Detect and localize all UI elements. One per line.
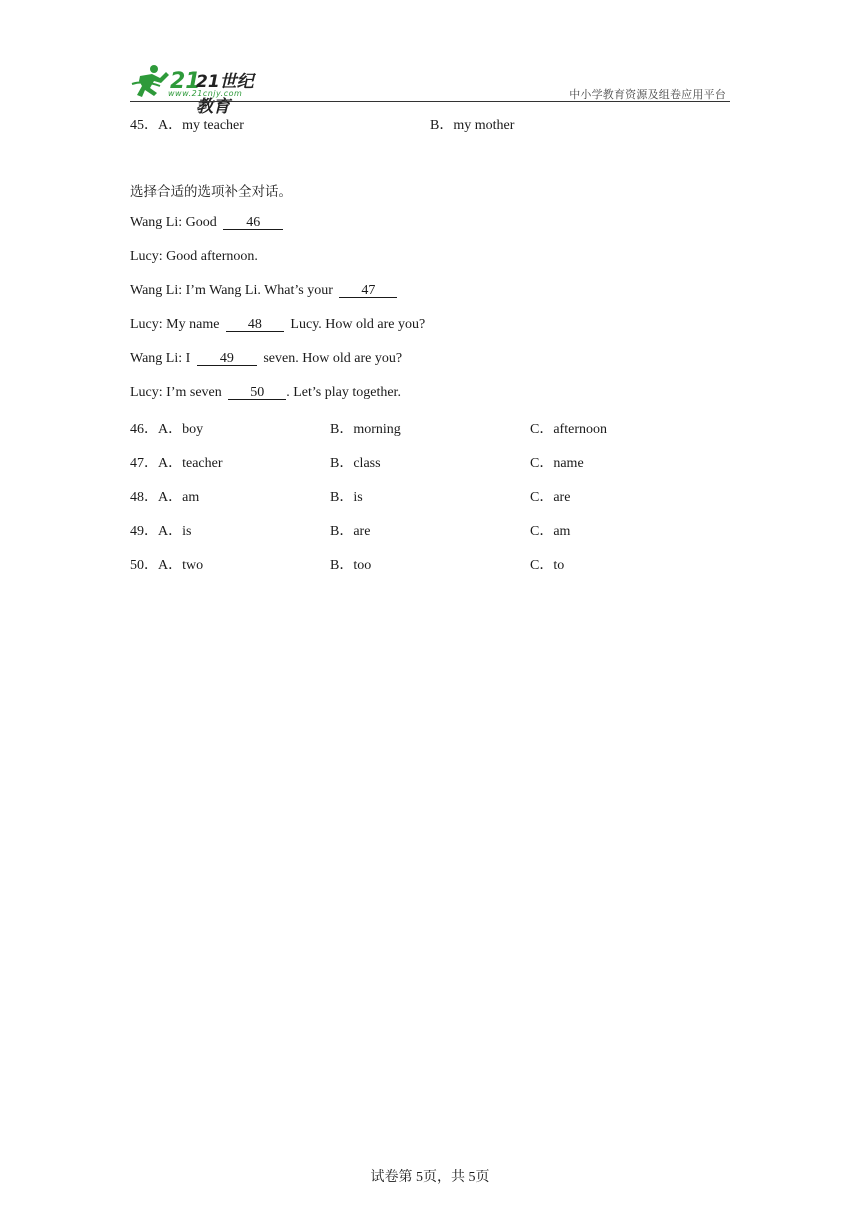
blank-47: 47: [339, 284, 397, 298]
page-footer: 试卷第 5页，共 5页: [370, 1170, 490, 1185]
question-number: 45．: [130, 118, 158, 133]
option-a: A．am: [158, 490, 200, 505]
option-b: B．class: [330, 456, 381, 471]
dialogue-line-1: [130, 215, 286, 231]
question-number: 46．: [130, 422, 158, 437]
header-platform-text: 中小学教育资源及组卷应用平台: [569, 88, 726, 101]
svg-text:21: 21: [170, 69, 201, 94]
question-row: [130, 418, 203, 438]
question-number: 49．: [130, 524, 158, 539]
option-b: B．morning: [330, 422, 401, 437]
dialogue-text: seven. How old are you?: [263, 351, 403, 366]
q45-row: [130, 114, 244, 134]
question-row: [130, 486, 199, 506]
option-a: A．teacher: [158, 456, 223, 471]
page-header: [130, 62, 730, 117]
blank-46: 46: [223, 216, 283, 230]
option-a: A．two: [158, 558, 204, 573]
option-c: C．name: [530, 456, 584, 471]
option-b: B．my mother: [430, 118, 515, 133]
option-a: A．boy: [158, 422, 204, 437]
question-number: 50．: [130, 558, 158, 573]
option-a: A．my teacher: [158, 118, 244, 133]
question-row: [130, 452, 223, 472]
option-b: B．too: [330, 558, 372, 573]
blank-49: 49: [197, 352, 257, 366]
blank-50: 50: [228, 386, 286, 400]
dialogue-text: Lucy: I’m seven: [130, 385, 222, 400]
dialogue-text: Wang Li: Good: [130, 215, 217, 230]
option-b: B．are: [330, 524, 371, 539]
question-number: 48．: [130, 490, 158, 505]
dialogue-text: Lucy. How old are you?: [290, 317, 426, 332]
q45-option-b: [430, 114, 514, 134]
option-c: C．are: [530, 490, 571, 505]
option-a: A．is: [158, 524, 192, 539]
dialogue-line-4: [130, 317, 425, 333]
option-c: C．am: [530, 524, 571, 539]
option-c: C．afternoon: [530, 422, 607, 437]
logo-url-text: www.21cnjy.com: [168, 89, 243, 98]
question-row: [130, 520, 191, 540]
section-instruction: 选择合适的选项补全对话。: [130, 184, 292, 200]
logo-brand-text: 21世纪教育: [196, 72, 254, 117]
dialogue-text: Wang Li: I: [130, 351, 191, 366]
dialogue-line-6: [130, 385, 401, 401]
option-c: C．to: [530, 558, 565, 573]
dialogue-line-2: Lucy: Good afternoon.: [130, 249, 258, 264]
dialogue-text: Lucy: My name: [130, 317, 220, 332]
question-row: [130, 554, 203, 574]
dialogue-line-3: [130, 283, 400, 299]
header-rule: [130, 101, 730, 102]
dialogue-text: . Let’s play together.: [286, 385, 401, 400]
dialogue-line-5: [130, 351, 402, 367]
dialogue-text: Wang Li: I’m Wang Li. What’s your: [130, 283, 333, 298]
question-number: 47．: [130, 456, 158, 471]
option-b: B．is: [330, 490, 363, 505]
brand-logo: [130, 62, 270, 117]
blank-48: 48: [226, 318, 284, 332]
